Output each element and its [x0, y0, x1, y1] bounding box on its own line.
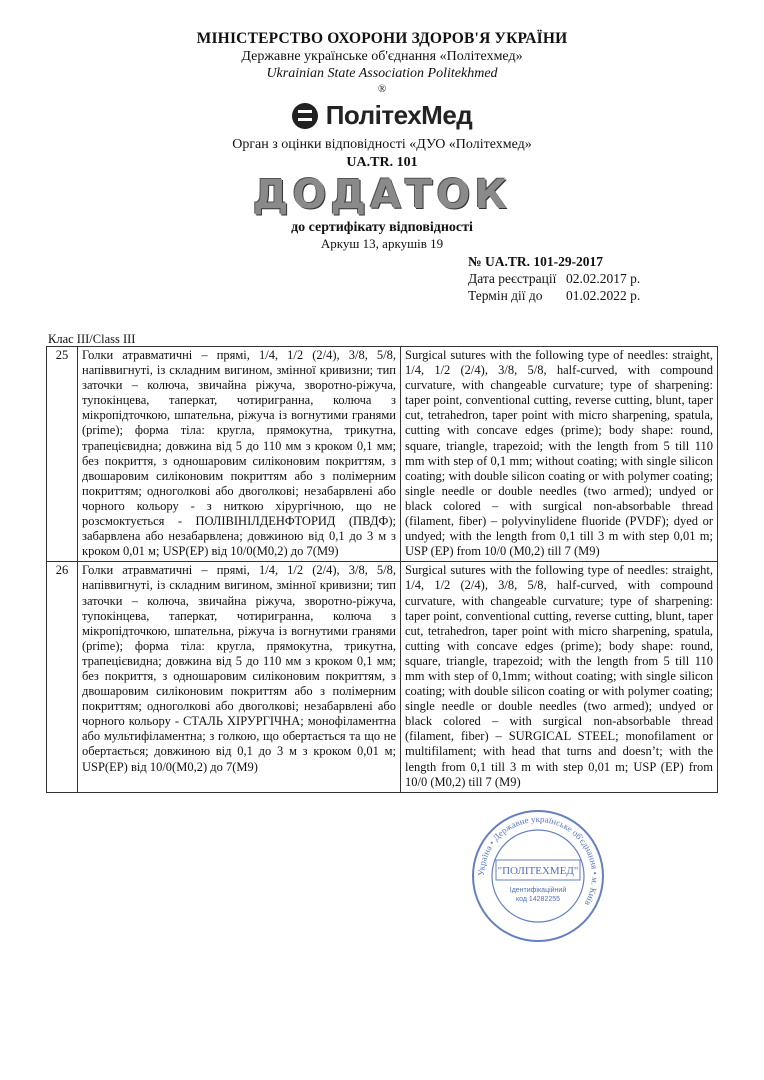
description-ua: Голки атравматичні – прямі, 1/4, 1/2 (2/4), 3/8, 5/8, напіввигнуті, із складним вигином, змінної кривизни; тип заточки – колюча, звичайна ріжуча, зворотно-ріжуча, тупокінцева, таперкат, чотиригранна, колюча з мікропідточкою, шпательна, ріжуча із вогнутими гранями (prime); форма тіла: кругла, прямокутна, трикутна, трапецієвидна; довжина від 5 до 110 мм з кроком 0,1 мм; без покриття, з одношаровим силіконовим покриттям, з двошаровим силіконовим покриттям або з полімерним покриттям; одноголкові або двоголкові; незабарвлені або чорного кольору - СТАЛЬ ХІРУРГІЧНА; монофіламентна або мультифіламентна; з голкою, що обертається та що не обертається; довжиною від 0,1 до 3 м з кроком 0,01 м; USP(EP) від 10/0(М0,2) до 7(М9) [78, 562, 401, 792]
products-table [46, 346, 718, 793]
description-en: Surgical sutures with the following type of needles: straight, 1/4, 1/2 (2/4), 3/8, 5/8, half-curved, with compound curvature, with changeable curvature; type of sharpening: taper point, conventional cutting, reverse cutting, blunt, taper cut, tetrahedron, taper point with micro sharpening, spatula, cutting with concave edges (prime); body shape: round, square, triangle, trapezoid; with the length from 5 till 110 mm with step of 0,1 mm; without coating; with single silicon coating; with double silicon coating or with polymer coating; single needle or double needles (two armed); undyed or black colored – with surgical non-absorbable thread (filament, fiber) – polyvinylidene fluoride (PVDF); dyed or undyed; with the length from 0,1 till 3 m with step 0,01 m; USP (EP) from 10/0 (M0,2) till 7 (M9) [401, 347, 718, 562]
table-row [47, 347, 718, 562]
organ-name: Орган з оцінки відповідності «ДУО «Політехмед» [232, 137, 532, 152]
document-subtitle: до сертифікату відповідності [291, 220, 473, 235]
validity-date [468, 288, 640, 304]
registration-date-label: Дата реєстрації [468, 271, 557, 286]
document-title: ДОДАТОК [252, 172, 512, 218]
class-label: Клас ІІІ/Class III [48, 332, 136, 346]
registered-mark: ® [377, 83, 387, 95]
ministry-title: МІНІСТЕРСТВО ОХОРОНИ ЗДОРОВ'Я УКРАЇНИ [196, 30, 568, 47]
association-ua: Державне українське об'єднання «Політехмед» [241, 49, 523, 64]
row-number: 26 [47, 562, 78, 792]
row-number: 25 [47, 347, 78, 562]
registration-date [468, 271, 640, 287]
description-en: Surgical sutures with the following type of needles: straight, 1/4, 1/2 (2/4), 3/8, 5/8, half-curved, with compound curvature, with changeable curvature; type of sharpening: taper point, conventional cutting, reverse cutting, blunt, taper cut, tetrahedron, taper point with micro sharpening, spatula, cutting with concave edges (prime); body shape: round, square, triangle, trapezoid; with the length from 5 till 110 mm with step of 0,1mm; without coating; with single silicon coating; with double silicon coating or with polymer coating; single needle or double needles (two armed); undyed or black colored – with surgical non-absorbable thread (filament, fiber) – SURGICAL STEEL; monofilament or multifilament; with head that turns and doesn’t; with the length from 0,1 till 3 m with step 0,01 m; USP (EP) from 10/0 (M0,2) till 7 (M9) [401, 562, 718, 792]
logo-text: ПолітехМед [325, 100, 473, 130]
stamp-center-text: "ПОЛІТЕХМЕД" [497, 865, 579, 877]
validity-date-value: 01.02.2022 р. [566, 288, 641, 303]
sheet-number: Аркуш 13, аркушів 19 [320, 236, 444, 251]
stamp-ident-line2: код 14282255 [515, 896, 561, 903]
stamp-ring-text: Україна • Державне українське об'єднання • м. Київ [475, 813, 601, 908]
association-en: Ukrainian State Association Politekhmed [266, 66, 498, 81]
politekhmed-logo [0, 100, 764, 131]
stamp-ident-line1: Ідентифікаційний [509, 887, 567, 894]
validity-date-label: Термін дії до [468, 288, 543, 303]
registration-date-value: 02.02.2017 р. [566, 271, 641, 286]
description-ua: Голки атравматичні – прямі, 1/4, 1/2 (2/4), 3/8, 5/8, напіввигнуті, із складним вигином, змінної кривизни; тип заточки – колюча, звичайна ріжуча, зворотно-ріжуча, тупокінцева, таперкат, чотиригранна, колюча з мікропідточкою, шпательна, ріжуча із вогнутими гранями (prime); форма тіла: кругла, прямокутна, трикутна, трапецієвидна; довжина від 5 до 110 мм з кроком 0,1 мм; без покриття, з одношаровим силіконовим покриттям, з двошаровим силіконовим покриттям або з полімерним покриттям; одноголкові або двоголкові; незабарвлені або чорного кольору - з ниткою хірургічною, що не розсмоктується - ПОЛІВІНІЛДЕНФТОРИД (ПВДФ); забарвлена або незабарвлена; довжиною від 0,1 до 3 м з кроком 0,01 м; USP(EP) від 10/0(М0,2) до 7(М9) [78, 347, 401, 562]
certificate-number: № UA.TR. 101-29-2017 [468, 254, 604, 269]
table-row [47, 562, 718, 792]
official-stamp [470, 808, 606, 944]
organ-code: UA.TR. 101 [346, 155, 418, 170]
logo-emblem-icon [292, 103, 318, 129]
